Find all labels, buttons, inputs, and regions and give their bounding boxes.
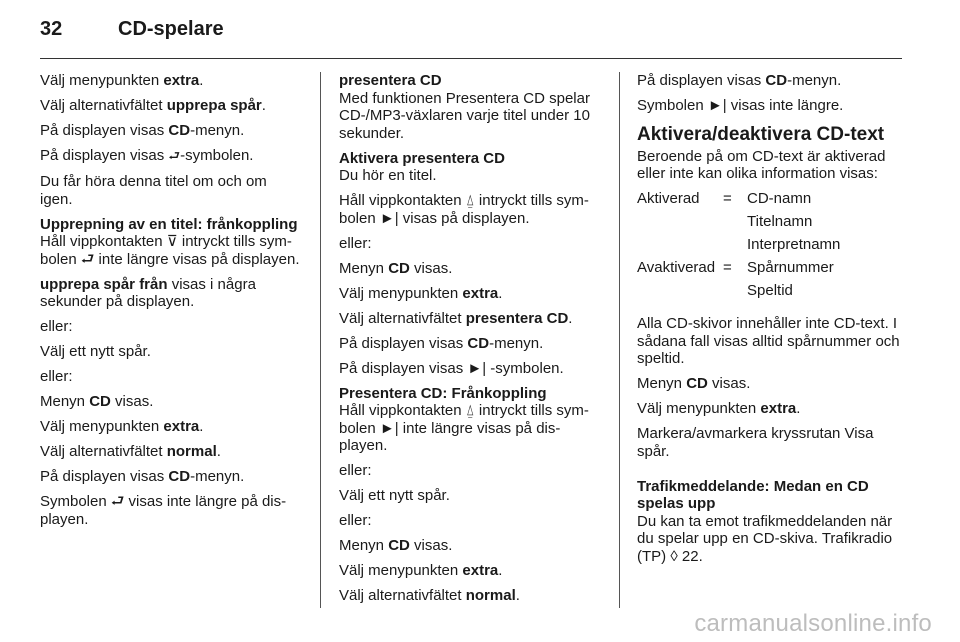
paragraph: [637, 375, 902, 393]
equals-sign: =: [723, 190, 732, 207]
subheading: Presentera CD: Frånkoppling: [339, 384, 547, 402]
chapter-title: CD-spelare: [118, 18, 224, 40]
bold-term: CD: [388, 259, 410, 277]
page-header: [40, 14, 902, 50]
table-row: [637, 259, 840, 282]
text-span: På displayen visas: [40, 468, 169, 485]
text-span: På displayen visas: [339, 334, 468, 352]
text-span: Välj menypunkten: [339, 562, 463, 579]
paragraph: [339, 335, 603, 353]
column-right: [637, 72, 902, 573]
bold-term: presentera CD: [465, 309, 569, 327]
section-title: Aktivera/deaktivera CD-text: [637, 123, 885, 145]
page-number: 32: [40, 18, 63, 40]
bold-term: upprepa spår från: [40, 275, 168, 293]
paragraph: Med funktionen Presentera CD spelar CD-/MP3-växlaren varje titel under 10 sekunder.: [339, 89, 590, 142]
paragraph: [40, 393, 302, 411]
term-label: Avaktiverad: [637, 259, 716, 276]
paragraph: Håll vippkontakten ⍙ intryckt tills symbolen ►| inte längre visas på displayen.: [339, 402, 589, 454]
bold-term: normal: [465, 587, 516, 604]
bold-term: CD: [89, 393, 111, 410]
text-span: Menyn: [339, 537, 389, 554]
paragraph: [339, 310, 603, 328]
paragraph: [637, 72, 902, 90]
paragraph: [40, 72, 302, 90]
text-span: .: [796, 400, 801, 417]
paragraph: [40, 276, 302, 311]
text-span: Välj menypunkten: [339, 284, 463, 302]
text-span: -menyn.: [190, 468, 245, 485]
term-value: Interpretnamn: [747, 236, 841, 253]
text-span: -menyn.: [787, 72, 842, 89]
text-span: Välj alternativfältet: [40, 443, 167, 460]
paragraph: Symbolen ⮐ visas inte längre på displayen.: [40, 493, 287, 528]
term-value: Titelnamn: [747, 213, 813, 230]
text-span: På displayen visas: [637, 72, 766, 89]
paragraph: eller:: [40, 368, 73, 385]
text-span: .: [498, 562, 503, 579]
table-row: [637, 213, 840, 236]
paragraph: [339, 260, 603, 278]
bold-term: extra: [760, 400, 797, 417]
paragraph: [40, 443, 302, 461]
text-span: .: [199, 418, 204, 435]
paragraph: [339, 587, 603, 605]
bold-term: CD: [765, 72, 788, 89]
text-span: Menyn: [637, 375, 687, 392]
text-span: .: [515, 587, 520, 604]
text-span: visas.: [110, 393, 154, 410]
table-row: [637, 282, 840, 305]
paragraph: [637, 400, 902, 418]
traffic-heading: Trafikmeddelande: Medan en CD spelas upp: [637, 477, 869, 512]
paragraph: [40, 468, 302, 486]
paragraph: Du får höra denna titel om och om igen.: [40, 173, 267, 208]
text-span: visas i några sekunder på displayen.: [40, 275, 256, 310]
text-span: På displayen visas: [40, 147, 169, 164]
text-span: .: [568, 309, 573, 327]
term-value: Spårnummer: [747, 259, 834, 276]
paragraph: På displayen visas ►| -symbolen.: [339, 359, 564, 377]
text-span: -menyn.: [489, 334, 544, 352]
paragraph: eller:: [339, 462, 372, 479]
table-row: [637, 190, 840, 213]
text-span: Menyn: [339, 259, 389, 277]
subheading: presentera CD: [339, 72, 442, 89]
paragraph: [40, 122, 302, 140]
cd-text-table: [637, 190, 840, 305]
bold-term: CD: [467, 334, 490, 352]
text-span: Välj alternativfältet: [40, 97, 167, 114]
term-value: Speltid: [747, 282, 793, 299]
paragraph: Välj ett nytt spår.: [339, 487, 450, 504]
subheading: Aktivera presentera CD: [339, 149, 505, 167]
paragraph: eller:: [339, 234, 372, 252]
term-value: CD-namn: [747, 190, 812, 207]
paragraph: Symbolen ►| visas inte längre.: [637, 97, 844, 114]
text-span: Välj alternativfältet: [339, 587, 466, 604]
paragraph: Håll vippkontakten ⍙ intryckt tills symbolen ►| visas på displayen.: [339, 192, 589, 227]
table-row: [637, 236, 840, 259]
bold-term: CD: [168, 122, 191, 139]
column-left: [40, 72, 302, 536]
bold-term: extra: [163, 418, 200, 435]
text-span: .: [498, 284, 503, 302]
paragraph: eller:: [339, 512, 372, 529]
text-span: .: [216, 443, 221, 460]
column-divider: [320, 72, 321, 608]
paragraph: Håll vippkontakten ⊽ intryckt tills symbolen ⮐ inte längre visas på displayen.: [40, 233, 300, 268]
paragraph: Välj ett nytt spår.: [40, 343, 151, 360]
bold-term: extra: [163, 72, 200, 89]
text-span: Välj alternativfältet: [339, 309, 466, 327]
text-span: Menyn: [40, 393, 90, 410]
paragraph: Alla CD-skivor innehåller inte CD-text. I sådana fall visas alltid spårnummer och speltid.: [637, 315, 900, 367]
paragraph: [40, 147, 302, 166]
term-label: Aktiverad: [637, 190, 700, 207]
section-intro: Beroende på om CD-text är aktiverad eller inte kan olika information visas:: [637, 147, 886, 182]
bold-term: CD: [168, 468, 191, 485]
paragraph: [40, 418, 302, 436]
paragraph: Markera/avmarkera kryssrutan Visa spår.: [637, 425, 874, 460]
text-span: Välj menypunkten: [40, 72, 164, 89]
subheading: Upprepning av en titel: frånkoppling: [40, 215, 298, 233]
repeat-symbol-icon: ⮐: [168, 149, 181, 164]
paragraph: [40, 97, 302, 115]
bold-term: CD: [388, 537, 410, 554]
bold-term: extra: [462, 284, 499, 302]
equals-sign: =: [723, 259, 732, 276]
paragraph: eller:: [40, 318, 73, 335]
text-span: På displayen visas: [40, 122, 169, 139]
text-span: .: [261, 97, 266, 114]
text-span: visas.: [409, 259, 453, 277]
text-span: Välj menypunkten: [40, 418, 164, 435]
text-span: .: [199, 72, 204, 89]
text-span: -menyn.: [190, 122, 245, 139]
header-rule: [40, 58, 902, 59]
bold-term: normal: [166, 443, 217, 460]
paragraph: [339, 562, 603, 580]
traffic-text: Du kan ta emot trafikmeddelanden när du spelar upp en CD-skiva. Trafikradio (TP) ◊ 22.: [637, 512, 893, 565]
paragraph: [339, 537, 603, 555]
text-span: visas.: [707, 375, 751, 392]
column-middle: [339, 72, 603, 612]
column-divider: [619, 72, 620, 608]
watermark: carmanualsonline.info: [694, 610, 932, 637]
text-span: -symbolen.: [180, 147, 254, 164]
bold-term: CD: [686, 375, 708, 392]
paragraph: Du hör en titel.: [339, 167, 437, 184]
bold-term: extra: [462, 562, 499, 579]
paragraph: [339, 285, 603, 303]
text-span: visas.: [409, 537, 453, 554]
text-span: Välj menypunkten: [637, 400, 761, 417]
bold-term: upprepa spår: [166, 97, 262, 114]
